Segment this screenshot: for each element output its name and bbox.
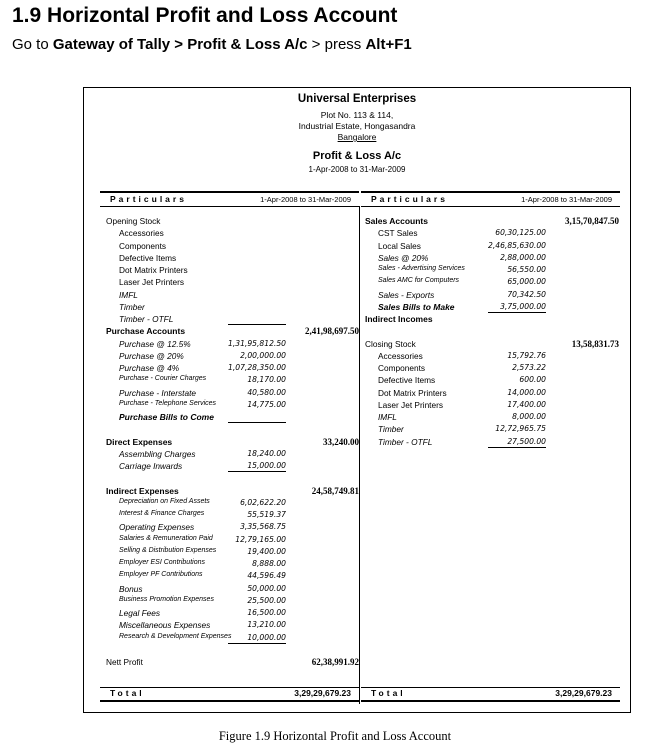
company-name: Universal Enterprises [297, 93, 417, 105]
right-particular: Indirect Incomes [365, 314, 433, 324]
figure-caption: Figure 1.9 Horizontal Profit and Loss Account [218, 729, 452, 743]
right-particular: CST Sales [378, 228, 418, 239]
right-particular: Closing Stock [365, 338, 416, 349]
instruction-middle: > press [307, 36, 366, 53]
left-sub-amount: 1,07,28,350.00 [228, 363, 286, 372]
right-sub-amount: 12,72,965.75 [495, 424, 546, 434]
left-particular: Accessories [119, 228, 164, 239]
particulars-label: Particulars [110, 194, 187, 204]
left-particular: Dot Matrix Printers [119, 265, 188, 275]
left-particular: Legal Fees [119, 608, 161, 618]
right-particular: Sales AMC for Computers [378, 277, 460, 285]
total-row-right [361, 687, 620, 702]
left-sub-amount: 1,31,95,812.50 [228, 338, 286, 348]
left-particular: Purchase - Telephone Services [119, 399, 217, 407]
instruction-prefix: Go to [12, 36, 53, 53]
period-label: 1-Apr-2008 to 31-Mar-2009 [260, 195, 351, 204]
left-sub-amount: 50,000.00 [247, 583, 286, 593]
right-sub-amount: 2,573.22 [512, 363, 546, 372]
left-particular: Operating Expenses [119, 522, 195, 533]
total-label: Total [110, 688, 145, 698]
left-sub-amount: 18,240.00 [247, 448, 286, 458]
column-divider [359, 206, 360, 704]
left-sub-amount: 55,519.37 [247, 510, 286, 519]
left-particular: Purchase @ 20% [119, 350, 184, 361]
right-particular: Dot Matrix Printers [378, 387, 447, 398]
total-label: Total [371, 688, 406, 698]
left-particular: Employer ESI Contributions [119, 559, 205, 566]
right-particular: Defective Items [378, 375, 436, 386]
left-particular: Timber - OTFL [119, 314, 174, 324]
left-total-amount: 2,41,98,697.50 [305, 326, 359, 337]
left-particular: Salaries & Remuneration Paid [119, 534, 213, 542]
right-particular: Laser Jet Printers [378, 399, 444, 410]
address-line-2: Industrial Estate, Hongasandra [298, 121, 416, 131]
left-sub-amount: 16,500.00 [247, 608, 286, 617]
left-particular: Nett Profit [106, 657, 143, 667]
left-sub-amount: 15,000.00 [228, 461, 286, 472]
left-sub-amount: 14,775.00 [247, 399, 286, 409]
total-row-left [100, 687, 359, 702]
right-particular: Sales Bills to Make [378, 301, 455, 312]
right-sub-amount: 65,000.00 [507, 277, 546, 287]
left-sub-amount [228, 314, 286, 325]
right-particular: Timber - OTFL [378, 436, 433, 447]
left-sub-amount: 19,400.00 [247, 546, 286, 556]
total-amount-left: 3,29,29,679.23 [294, 688, 351, 698]
right-particular: Sales - Exports [378, 289, 435, 300]
left-sub-amount: 13,210.00 [247, 620, 286, 630]
right-particular: Timber [378, 424, 404, 435]
right-sub-amount: 600.00 [519, 375, 546, 385]
right-particular: Sales @ 20% [378, 252, 429, 263]
right-sub-amount: 60,30,125.00 [495, 228, 546, 238]
page-heading: 1.9 Horizontal Profit and Loss Account [12, 4, 398, 27]
address-line-1: Plot No. 113 & 114, [320, 110, 394, 120]
left-particular: Defective Items [119, 252, 177, 263]
particulars-label: Particulars [371, 194, 448, 204]
total-amount-right: 3,29,29,679.23 [555, 688, 612, 698]
left-particular: Depreciation on Fixed Assets [119, 497, 210, 505]
left-sub-amount: 44,596.49 [247, 571, 286, 581]
right-sub-amount: 17,400.00 [507, 399, 546, 409]
left-particular: Bonus [119, 583, 143, 594]
instruction [12, 36, 412, 53]
left-particular: Selling & Distribution Expenses [119, 546, 217, 554]
left-sub-amount: 18,170.00 [247, 375, 286, 385]
left-particular: Research & Development Expenses [119, 632, 232, 640]
left-sub-amount: 6,02,622.20 [240, 497, 286, 507]
report-period: 1-Apr-2008 to 31-Mar-2009 [308, 165, 406, 174]
left-particular: Indirect Expenses [106, 485, 179, 496]
right-particular: Sales - Advertising Services [378, 265, 465, 272]
right-particular: Components [378, 363, 426, 373]
right-sub-amount: 15,792.76 [507, 350, 546, 360]
period-label: 1-Apr-2008 to 31-Mar-2009 [521, 195, 612, 204]
left-sub-amount: 2,00,000.00 [240, 350, 286, 360]
left-sub-amount: 10,000.00 [228, 633, 286, 644]
right-sub-amount: 8,000.00 [512, 412, 546, 421]
city: Bangalore [337, 132, 377, 142]
left-total-amount: 24,58,749.81 [311, 485, 359, 496]
left-sub-amount [228, 412, 286, 423]
left-sub-amount: 12,79,165.00 [235, 534, 286, 544]
left-particular: Assembling Charges [119, 448, 196, 459]
left-particular: Components [119, 240, 167, 251]
left-particular: Timber [119, 301, 145, 312]
right-total-amount: 13,58,831.73 [571, 338, 619, 349]
right-column-header [361, 191, 620, 207]
left-total-amount: 62,38,991.92 [311, 657, 359, 667]
left-particular: Direct Expenses [106, 436, 173, 447]
left-particular: Miscellaneous Expenses [119, 620, 211, 631]
left-particular: Purchase Bills to Come [119, 412, 214, 422]
right-sub-amount: 3,75,000.00 [488, 302, 546, 313]
right-sub-amount: 70,342.50 [507, 289, 546, 299]
left-particular: Purchase Accounts [106, 326, 186, 337]
left-particular: IMFL [119, 289, 138, 300]
right-sub-amount: 14,000.00 [507, 387, 546, 397]
report-title: Profit & Loss A/c [312, 150, 402, 162]
right-particular: Local Sales [378, 240, 421, 251]
address-line-3 [84, 132, 630, 142]
right-particular: IMFL [378, 412, 397, 422]
left-particular: Purchase - Courier Charges [119, 375, 207, 383]
left-sub-amount: 8,888.00 [252, 559, 286, 568]
right-sub-amount: 56,550.00 [507, 265, 546, 274]
left-particular: Business Promotion Expenses [119, 595, 214, 603]
right-particular: Sales Accounts [365, 216, 428, 226]
left-sub-amount: 3,35,568.75 [240, 522, 286, 532]
left-particular: Purchase @ 4% [119, 363, 180, 373]
left-particular: Purchase @ 12.5% [119, 338, 191, 349]
left-particular: Laser Jet Printers [119, 277, 185, 288]
left-particular: Carriage Inwards [119, 461, 183, 471]
menu-path: Gateway of Tally > Profit & Loss A/c [52, 36, 308, 53]
right-sub-amount: 2,46,85,630.00 [488, 240, 546, 250]
right-sub-amount: 27,500.00 [488, 437, 546, 448]
profit-loss-report [83, 87, 631, 713]
left-sub-amount: 40,580.00 [247, 387, 286, 397]
shortcut-key: Alt+F1 [365, 36, 412, 53]
left-column-header [100, 191, 359, 207]
left-particular: Employer PF Contributions [119, 571, 203, 579]
left-particular: Purchase - Interstate [119, 387, 197, 398]
right-particular: Accessories [378, 350, 423, 361]
left-particular: Opening Stock [106, 216, 161, 226]
left-total-amount: 33,240.00 [323, 436, 359, 447]
right-total-amount: 3,15,70,847.50 [565, 216, 619, 226]
right-sub-amount: 2,88,000.00 [500, 252, 546, 262]
left-particular: Interest & Finance Charges [119, 510, 205, 517]
left-sub-amount: 25,500.00 [247, 595, 286, 605]
